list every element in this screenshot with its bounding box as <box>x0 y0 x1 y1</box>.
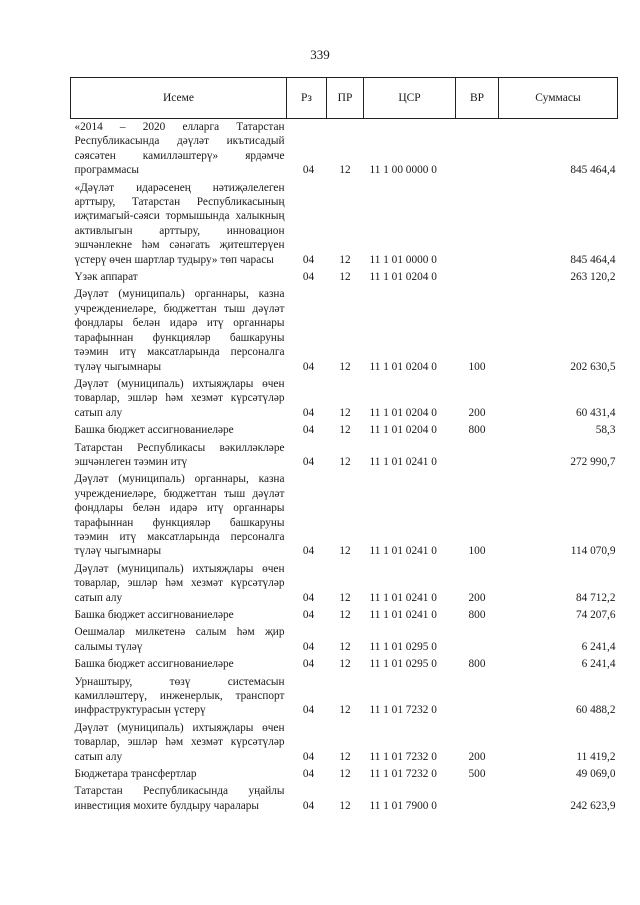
row-pr: 12 <box>339 704 351 717</box>
row-pr: 12 <box>339 253 351 266</box>
table-row <box>71 119 618 180</box>
row-pr: 12 <box>339 360 351 373</box>
header-pr: ПР <box>327 78 364 119</box>
row-name: Дәүләт (муниципаль) органнары, казна учреждениеләре, бюджеттан тыш дәүләт фондлары белән идарә итү органнары тарафыннан функцияләр башкаруны тәэмин итү максатларында персоналга түләү чыгымнары <box>74 288 285 373</box>
table-row <box>71 269 618 286</box>
row-rz: 04 <box>302 768 315 781</box>
row-name: «2014 – 2020 елларга Татарстан Республикасында дәүләт икътисадый сәясәтен камилләштерү» ярдәмче программасы <box>74 121 285 177</box>
row-csr: 11 1 01 0204 0 <box>369 271 437 284</box>
row-pr: 12 <box>339 406 351 419</box>
row-rz: 04 <box>302 164 315 177</box>
table-row <box>71 783 618 815</box>
row-rz: 04 <box>302 455 315 468</box>
table-row <box>71 471 618 560</box>
row-pr: 12 <box>339 609 351 621</box>
table-row <box>71 422 618 439</box>
row-vr: 100 <box>468 545 486 558</box>
row-pr: 12 <box>339 424 351 437</box>
row-vr <box>456 119 499 180</box>
row-vr: 800 <box>468 424 486 437</box>
row-csr: 11 1 01 0204 0 <box>369 424 437 437</box>
row-rz: 04 <box>302 609 315 621</box>
table-row <box>71 376 618 422</box>
row-sum: 263 120,2 <box>570 271 616 284</box>
row-pr: 12 <box>339 640 351 653</box>
row-vr <box>456 440 499 472</box>
row-vr: 800 <box>468 609 486 621</box>
row-sum: 242 623,9 <box>570 799 616 812</box>
row-rz: 04 <box>302 704 315 717</box>
row-sum: 60 431,4 <box>575 406 616 419</box>
row-csr: 11 1 01 7900 0 <box>369 799 437 812</box>
row-name: Татарстан Республикасында уңайлы инвестиция мохите булдыру чаралары <box>74 785 285 812</box>
row-csr: 11 1 00 0000 0 <box>369 164 437 177</box>
row-vr: 200 <box>468 750 486 763</box>
row-csr: 11 1 01 0241 0 <box>369 591 437 604</box>
row-csr: 11 1 01 0295 0 <box>369 658 437 671</box>
row-sum: 845 464,4 <box>570 253 616 266</box>
row-vr: 200 <box>468 406 486 419</box>
table-row <box>71 561 618 607</box>
row-vr <box>456 674 499 720</box>
row-sum: 6 241,4 <box>581 658 616 671</box>
row-name: Дәүләт (муниципаль) ихтыяҗлары өчен товарлар, эшләр һәм хезмәт күрсәтүләр сатып алу <box>74 562 285 604</box>
row-name: Башка бюджет ассигнованиеләре <box>74 424 234 437</box>
header-name: Исеме <box>71 78 287 119</box>
row-csr: 11 1 01 0204 0 <box>369 406 437 419</box>
row-name: Дәүләт (муниципаль) органнары, казна учреждениеләре, бюджеттан тыш дәүләт фондлары белән идарә итү органнары тарафыннан функцияләр башкаруны тәэмин итү максатларында персоналга түләү чыгымнары <box>74 473 285 558</box>
row-rz: 04 <box>302 591 315 604</box>
row-sum: 49 069,0 <box>575 768 616 781</box>
row-pr: 12 <box>339 658 351 671</box>
row-csr: 11 1 01 7232 0 <box>369 768 437 781</box>
header-csr: ЦСР <box>364 78 456 119</box>
row-name: Бюджетара трансфертлар <box>74 768 197 781</box>
budget-table <box>70 77 618 815</box>
row-name: Дәүләт (муниципаль) ихтыяҗлары өчен товарлар, эшләр һәм хезмәт күрсәтүләр сатып алу <box>74 377 285 419</box>
row-pr: 12 <box>339 750 351 763</box>
row-csr: 11 1 01 0000 0 <box>369 253 437 266</box>
row-rz: 04 <box>302 750 315 763</box>
row-vr: 800 <box>468 658 486 671</box>
row-rz: 04 <box>302 799 315 812</box>
row-sum: 845 464,4 <box>570 164 616 177</box>
table-row <box>71 607 618 624</box>
table-row <box>71 624 618 656</box>
row-pr: 12 <box>339 545 351 558</box>
table-row <box>71 180 618 269</box>
row-vr <box>456 783 499 815</box>
row-pr: 12 <box>339 271 351 284</box>
header-sum: Суммасы <box>499 78 618 119</box>
row-pr: 12 <box>339 799 351 812</box>
row-name: Үзәк аппарат <box>74 271 138 284</box>
row-vr: 200 <box>468 591 486 604</box>
row-rz: 04 <box>302 640 315 653</box>
header-vr: ВР <box>456 78 499 119</box>
row-pr: 12 <box>339 164 351 177</box>
row-pr: 12 <box>339 768 351 781</box>
table-row <box>71 656 618 673</box>
table-row <box>71 720 618 766</box>
row-vr <box>456 269 499 286</box>
table-row <box>71 440 618 472</box>
row-csr: 11 1 01 7232 0 <box>369 750 437 763</box>
row-csr: 11 1 01 7232 0 <box>369 704 437 717</box>
row-name: Урнаштыру, төзү системасын камилләштерү, инженерлык, транспорт инфраструктурасын үстерү <box>74 675 285 717</box>
row-pr: 12 <box>339 591 351 604</box>
row-name: Дәүләт (муниципаль) ихтыяҗлары өчен товарлар, эшләр һәм хезмәт күрсәтүләр сатып алу <box>74 721 285 763</box>
row-rz: 04 <box>302 360 315 373</box>
table-row <box>71 286 618 375</box>
row-sum: 58,3 <box>595 424 616 437</box>
row-name: Башка бюджет ассигнованиеләре <box>74 609 234 621</box>
row-rz: 04 <box>302 424 315 437</box>
row-sum: 60 488,2 <box>575 704 616 717</box>
row-csr: 11 1 01 0241 0 <box>369 545 437 558</box>
row-rz: 04 <box>302 406 315 419</box>
row-vr <box>456 624 499 656</box>
row-sum: 202 630,5 <box>570 360 616 373</box>
row-vr: 100 <box>468 360 486 373</box>
table-row <box>71 674 618 720</box>
table-header-row <box>71 78 618 119</box>
row-name: «Дәүләт идарәсенең нәтиҗәлелеген арттыру, Татарстан Республикасының иҗтимагый-сәяси тормышында халыкның активлыгын арттыру, инновацион эшчәнлекне һәм сәнәгать җитештерүен үстерү өчен шартлар тудыру» төп чарасы <box>74 181 285 266</box>
row-vr: 500 <box>468 768 486 781</box>
row-csr: 11 1 01 0295 0 <box>369 640 437 653</box>
row-name: Башка бюджет ассигнованиеләре <box>74 658 234 671</box>
table-row <box>71 766 618 783</box>
row-sum: 11 419,2 <box>576 750 616 763</box>
row-sum: 114 070,9 <box>570 545 616 558</box>
row-rz: 04 <box>302 253 315 266</box>
row-sum: 84 712,2 <box>575 591 616 604</box>
row-sum: 74 207,6 <box>575 609 616 621</box>
row-csr: 11 1 01 0241 0 <box>369 609 437 621</box>
row-name: Оешмалар милкетенә салым һәм җир салымы түләү <box>74 626 285 653</box>
row-sum: 6 241,4 <box>581 640 616 653</box>
header-rz: Рз <box>287 78 327 119</box>
row-rz: 04 <box>302 271 315 284</box>
row-csr: 11 1 01 0241 0 <box>369 455 437 468</box>
row-name: Татарстан Республикасы вәкилләкләре эшчәнлеген тәэмин итү <box>74 441 285 468</box>
row-vr <box>456 180 499 269</box>
row-csr: 11 1 01 0204 0 <box>369 360 437 373</box>
row-rz: 04 <box>302 658 315 671</box>
page-number: 339 <box>310 47 330 62</box>
row-sum: 272 990,7 <box>570 455 616 468</box>
row-pr: 12 <box>339 455 351 468</box>
row-rz: 04 <box>302 545 315 558</box>
